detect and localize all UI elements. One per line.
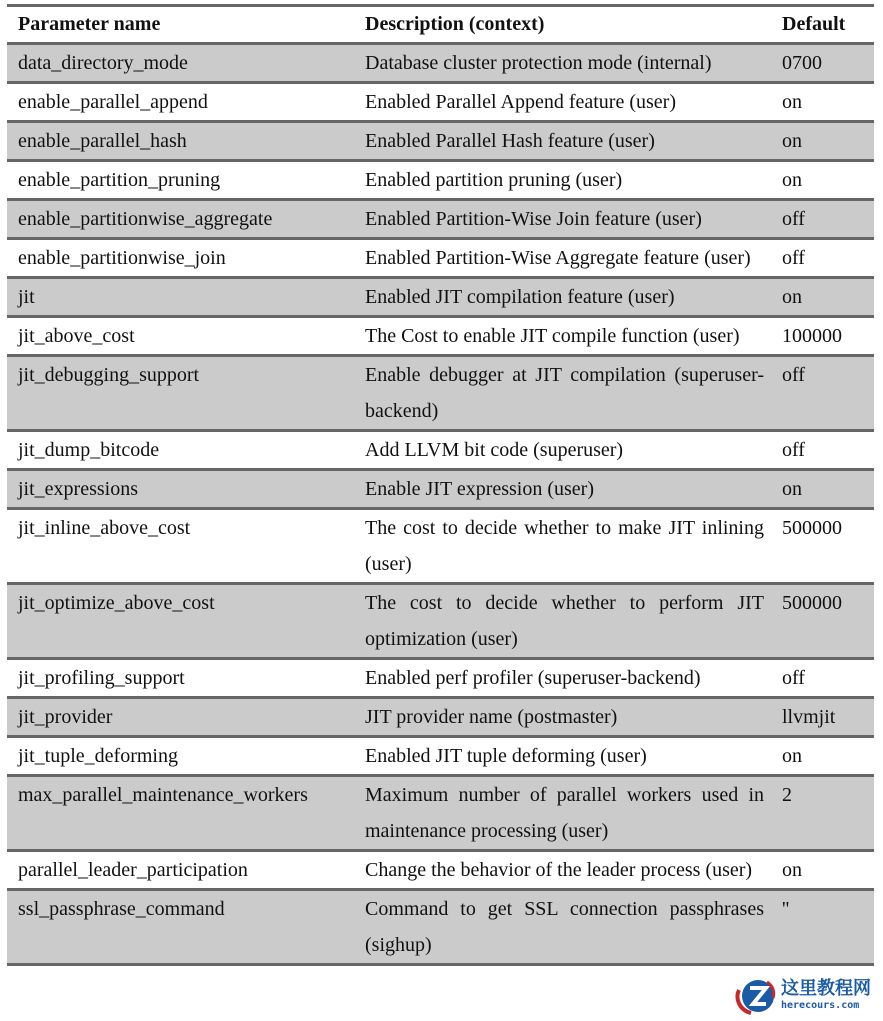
parameter-name-cell: jit_expressions [18, 478, 138, 500]
table-body [7, 45, 874, 966]
default-value-cell: 500000 [782, 592, 842, 614]
parameter-name-cell: jit_above_cost [18, 325, 135, 347]
default-value-cell: on [782, 478, 802, 500]
parameter-name-cell: ssl_passphrase_command [18, 898, 225, 920]
table-row [7, 585, 874, 660]
default-value-cell: 2 [782, 784, 792, 806]
column-header-parameter-name: Parameter name [18, 13, 161, 35]
description-cell: Enable JIT expression (user) [365, 478, 595, 500]
table-row [7, 84, 874, 123]
table-row [7, 45, 874, 84]
description-cell: Enabled JIT tuple deforming (user) [365, 745, 647, 767]
parameter-name-cell: jit [18, 286, 35, 308]
description-cell: Command to get SSL connection passphrases (sighup) [365, 898, 764, 956]
table-row [7, 123, 874, 162]
table-row [7, 240, 874, 279]
default-value-cell: llvmjit [782, 706, 836, 728]
parameter-name-cell: data_directory_mode [18, 52, 188, 74]
watermark [729, 973, 879, 1018]
parameter-name-cell: jit_tuple_deforming [18, 745, 178, 767]
default-value-cell: off [782, 439, 805, 461]
description-cell: Enabled Parallel Append feature (user) [365, 91, 676, 113]
table-row [7, 510, 874, 585]
description-cell: Enabled perf profiler (superuser-backend) [365, 667, 701, 689]
description-cell: Enabled partition pruning (user) [365, 169, 623, 191]
default-value-cell: 100000 [782, 325, 842, 347]
default-value-cell: on [782, 286, 802, 308]
table-row [7, 660, 874, 699]
default-value-cell: on [782, 91, 802, 113]
default-value-cell: off [782, 208, 805, 230]
description-cell: Enabled Partition-Wise Join feature (user) [365, 208, 702, 230]
description-cell: The cost to decide whether to perform JIT optimization (user) [365, 592, 764, 650]
watermark-domain: herecours.com [781, 999, 860, 1011]
description-cell: Maximum number of parallel workers used in maintenance processing (user) [365, 784, 764, 842]
default-value-cell: off [782, 364, 805, 386]
table-row [7, 852, 874, 891]
description-cell: JIT provider name (postmaster) [365, 706, 618, 728]
watermark-title: 这里教程网 [781, 977, 871, 999]
parameter-name-cell: jit_profiling_support [18, 667, 185, 689]
table-row [7, 471, 874, 510]
table-row [7, 201, 874, 240]
parameter-name-cell: max_parallel_maintenance_workers [18, 784, 308, 806]
description-cell: Database cluster protection mode (internal) [365, 52, 712, 74]
parameters-table [7, 4, 874, 966]
table-row [7, 738, 874, 777]
parameter-name-cell: jit_dump_bitcode [18, 439, 160, 461]
default-value-cell: on [782, 745, 802, 767]
parameter-name-cell: enable_parallel_hash [18, 130, 187, 152]
default-value-cell: on [782, 859, 802, 881]
column-header-description: Description (context) [365, 13, 545, 35]
description-cell: Enabled Partition-Wise Aggregate feature (user) [365, 247, 751, 269]
table-row [7, 279, 874, 318]
default-value-cell: off [782, 667, 805, 689]
z-logo-icon [733, 976, 777, 1016]
table-row [7, 318, 874, 357]
parameter-name-cell: enable_partitionwise_join [18, 247, 226, 269]
parameter-name-cell: jit_inline_above_cost [18, 517, 191, 539]
parameter-name-cell: jit_provider [18, 706, 113, 728]
parameter-name-cell: enable_parallel_append [18, 91, 208, 113]
parameter-name-cell: enable_partition_pruning [18, 169, 221, 191]
description-cell: The Cost to enable JIT compile function (user) [365, 325, 740, 347]
description-cell: Enable debugger at JIT compilation (superuser-backend) [365, 364, 764, 422]
column-header-default: Default [782, 13, 846, 35]
default-value-cell: 500000 [782, 517, 842, 539]
table-row [7, 162, 874, 201]
parameter-name-cell: enable_partitionwise_aggregate [18, 208, 273, 230]
default-value-cell: '' [782, 898, 790, 920]
table-row [7, 891, 874, 966]
table-row [7, 699, 874, 738]
description-cell: Enabled Parallel Hash feature (user) [365, 130, 655, 152]
default-value-cell: 0700 [782, 52, 822, 74]
table-row [7, 357, 874, 432]
description-cell: Change the behavior of the leader process (user) [365, 859, 753, 881]
description-cell: The cost to decide whether to make JIT inlining (user) [365, 517, 764, 575]
parameter-name-cell: parallel_leader_participation [18, 859, 248, 881]
default-value-cell: on [782, 169, 802, 191]
parameter-name-cell: jit_debugging_support [18, 364, 200, 386]
table-header-row [7, 7, 874, 45]
description-cell: Add LLVM bit code (superuser) [365, 439, 624, 461]
table-row [7, 432, 874, 471]
description-cell: Enabled JIT compilation feature (user) [365, 286, 675, 308]
default-value-cell: on [782, 130, 802, 152]
default-value-cell: off [782, 247, 805, 269]
table-row [7, 777, 874, 852]
parameter-name-cell: jit_optimize_above_cost [18, 592, 215, 614]
